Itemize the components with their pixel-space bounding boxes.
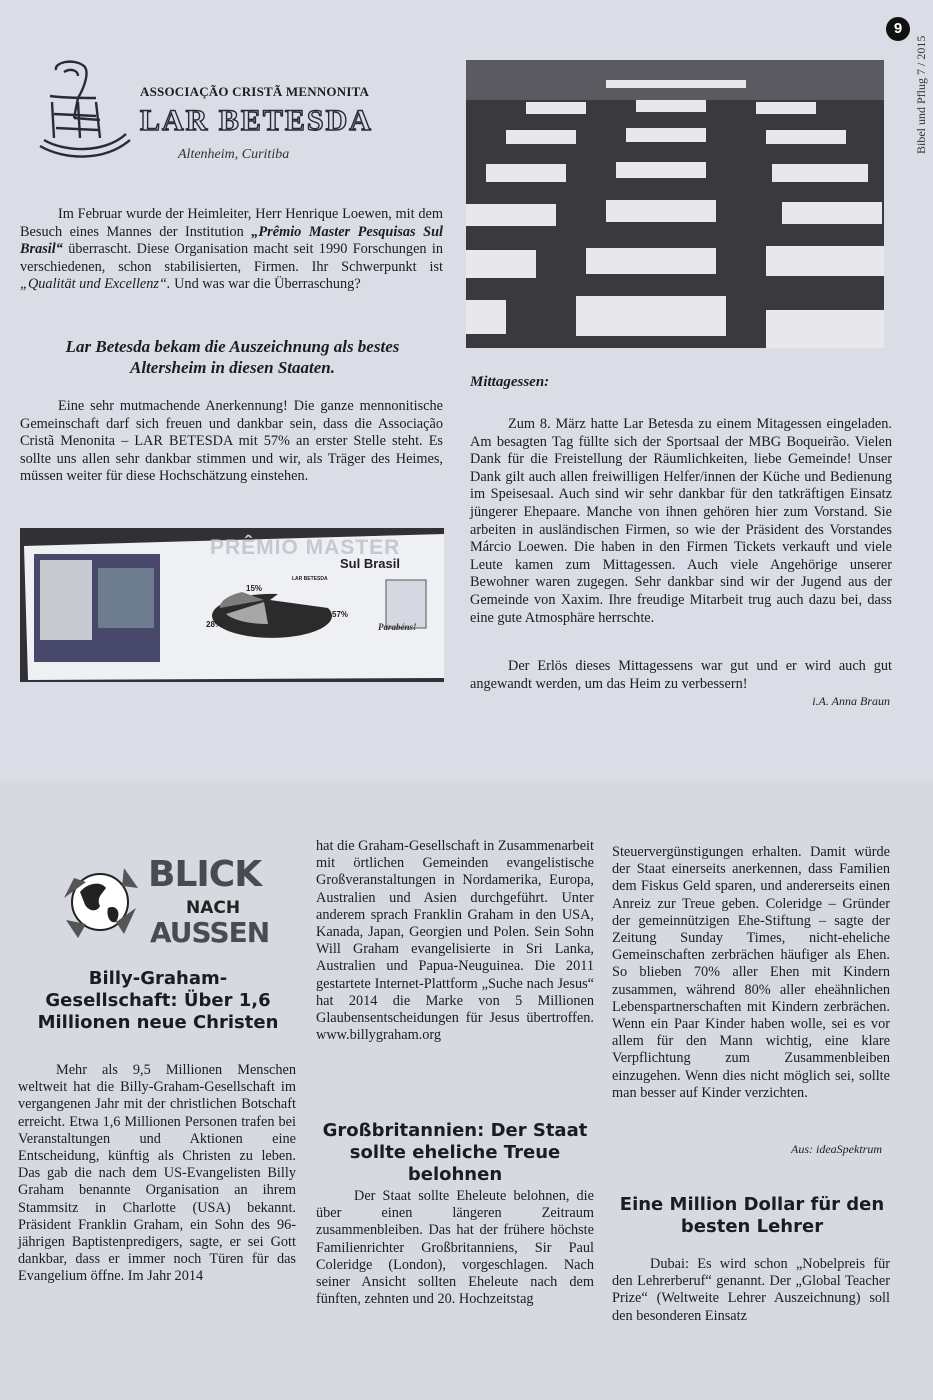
lar-betesda-title: LAR BETESDA <box>140 104 373 137</box>
headline-grossbritannien: Großbritannien: Der Staat sollte eheliche Treue belohnen <box>322 1120 588 1185</box>
logo-aussen: AUSSEN <box>150 916 270 949</box>
highlight-statement: Lar Betesda bekam die Auszeichnung als bestes Altersheim in diesen Staaten. <box>65 337 400 377</box>
mittagessen-closing: Der Erlös dieses Mittagessens war gut und er wird auch gut angewandt werden, um das Heim zu verbessern! <box>470 658 892 692</box>
mittagessen-text: Zum 8. März hatte Lar Betesda zu einem Mitagessen eingeladen. Am besagten Tag füllte sich der Sportsaal der MBG Boqueirão. Vielen Dank für die Freistellung der Räumlichkeiten, liebe Gemeinde! Unser Dank gilt auch allen freiwilligen Helfer/innen der Küche und Bedienung im Speisesaal. Auch sind wir sehr dankbar für den tatkräftigen Einsatz jüngerer Ehepaare. Manche von ihnen gehören hier zum Vorstand. Sie arbeiten in ausländischen Firmen, so wie der Präsident des Vorstandes Márcio Loewen. Die haben in den Firmen Tickets verkauft und viele Leute kamen zum Mittagessen. Auch viele Angehörige unserer Bewohner waren zugegen. Sehr dankbar sind wir der Jugend aus der Gemeinde von Xaxim. Ihre freudige Mitarbeit trug auch dazu bei, dass eine gute Atmosphäre herrschte. <box>470 416 892 626</box>
blick-nach-aussen-section <box>0 780 933 1400</box>
grossbritannien-col2: Der Staat sollte Eheleute belohnen, die über einen längeren Zeitraum zusammenbleiben. Das hat der frühere höchste Familienrichter Großbritanniens, Sir Paul Coleridge (London), vorgeschlagen. Nach seiner Ansicht sollten Eheleute nach dem fünften, zehnten und 20. Hochzeitstag <box>316 1188 594 1308</box>
award-photo <box>20 528 444 682</box>
source-credit: Aus: ideaSpektrum <box>791 1142 882 1156</box>
pie-label-28: 28% <box>206 620 223 629</box>
globe-icon <box>56 858 144 944</box>
mittagessen-heading: Mittagessen: <box>470 374 550 390</box>
page-number: 9 <box>886 17 910 41</box>
headline-billy-graham: Billy-Graham-Gesellschaft: Über 1,6 Millionen neue Christen <box>37 968 279 1033</box>
logo-blick: BLICK <box>148 854 262 895</box>
award-banner-title: PRÊMIO MASTER <box>210 536 401 559</box>
headline-teacher-prize: Eine Million Dollar für den besten Lehrer <box>619 1194 885 1237</box>
intro-question: Und was war die Überraschung? <box>170 276 361 293</box>
billy-graham-col1: Mehr als 9,5 Millionen Menschen weltweit hat die Billy-Graham-Gesellschaft im vergangenen Jahr mit der christlichen Botschaft erreicht. Etwa 1,6 Millionen Personen trafen bei Veranstaltungen und Aktionen eine Entscheidung, künftig als Christen zu leben. Das gab die nach dem US-Evangelisten Billy Graham benannte Organisation an ihrem Stammsitz in Charlotte (USA) bekannt. Präsident Franklin Graham, ein Sohn des 96-jährigen Baptistenpredigers, sagte, er sei Gott dankbar, dass er immer noch Türen für das Evangelium öffne. Im Jahr 2014 <box>18 1062 296 1285</box>
grossbritannien-col3: Steuervergünstigungen erhalten. Damit würde der Staat einerseits anerkennen, dass Familien dem Fiskus Geld sparen, und andererseits einen Anreiz zur Treue geben. Coleridge – Gründer der gemeinnützigen Ehe-Stiftung – sagte der Zeitung Sunday Times, nicht-eheliche Gemeinschaften zerbrächen häufiger als Ehen. So blieben 70% aller Ehen mit Kindern zusammen, während 80% aller eheähnlichen Lebenspartnerschaften mit Kindern zerbrächen. Wenn ein Paar Kinder haben wolle, sei es vor allem für den Mann wichtig, eine klare Verpflichtung zum Zusammenbleiben einzugehen. Wenn dies nicht möglich sei, sollte man besser auf Kinder verzichten. <box>612 844 890 1101</box>
author-signature: i.A. Anna Braun <box>812 694 890 708</box>
award-tagline: Parabéns! <box>378 622 417 632</box>
recognition-paragraph: Eine sehr mutmachende Anerkennung! Die ganze mennonitische Gemeinschaft darf sich freuen und dankbar sein, dass die Associação Cristã Menonita – LAR BETESDA mit 57% an erster Stelle steht. Es sollte uns allen sehr dankbar stimmen und wir, als Träger des Heimes, müssen weiter für diese Hochschätzung einstehen. <box>20 398 443 485</box>
teacher-prize-col3: Dubai: Es wird schon „Nobelpreis für den Lehrerberuf“ genannt. Der „Global Teacher Prize“ (Weltweite Lehrer Auszeichnung) soll den besonderen Einsatz <box>612 1256 890 1324</box>
intro-award-name: „Prêmio Master Pesquisas Sul Brasil“ <box>20 223 443 258</box>
dining-hall-graphic <box>466 60 884 348</box>
award-card-label: LAR BETESDA <box>292 576 328 582</box>
subtitle: Altenheim, Curitiba <box>178 147 290 162</box>
org-name: ASSOCIAÇÃO CRISTÃ MENNONITA <box>140 84 370 99</box>
rocking-chair-icon <box>34 58 134 168</box>
running-title <box>896 35 933 158</box>
intro-text: Im Februar wurde der Heimleiter, Herr Henrique Loewen, mit dem Besuch eines Mannes der Institution <box>20 206 443 240</box>
billy-graham-col2: hat die Graham-Gesellschaft in Zusammenarbeit mit örtlichen Gemeinden evangelistische Großveranstaltungen in Nordamerika, Europa, Australien und Asien durchgeführt. Unter anderem sprach Franklin Graham in den USA, Kanada, Japan, Georgien und Polen. Sein Sohn Will Graham evangelisierte in Sri Lanka, Australien und Papua-Neuguinea. Die 2011 gestartete Internet-Plattform „Suche nach Jesus“ hat 2014 die Marke von 5 Millionen Glaubensentscheidungen für Jesus übertroffen. www.billygraham.org <box>316 838 594 1044</box>
intro-text-2: überrascht. Diese Organisation macht seit 1990 Forschungen in verschiedenen, schon stabilisierten, Firmen. Ihr Schwerpunkt ist <box>20 241 443 275</box>
pie-label-15: 15% <box>246 584 263 593</box>
dining-hall-photo <box>466 60 884 348</box>
running-title-text: Bibel und Pflug 7 / 2015 <box>914 35 928 154</box>
intro-paragraph <box>20 206 443 294</box>
pie-label-57: 57% <box>332 610 349 619</box>
award-banner-sub: Sul Brasil <box>340 556 400 571</box>
intro-focus: „Qualität und Excellenz“. <box>20 276 171 293</box>
logo-nach: NACH <box>186 898 241 918</box>
